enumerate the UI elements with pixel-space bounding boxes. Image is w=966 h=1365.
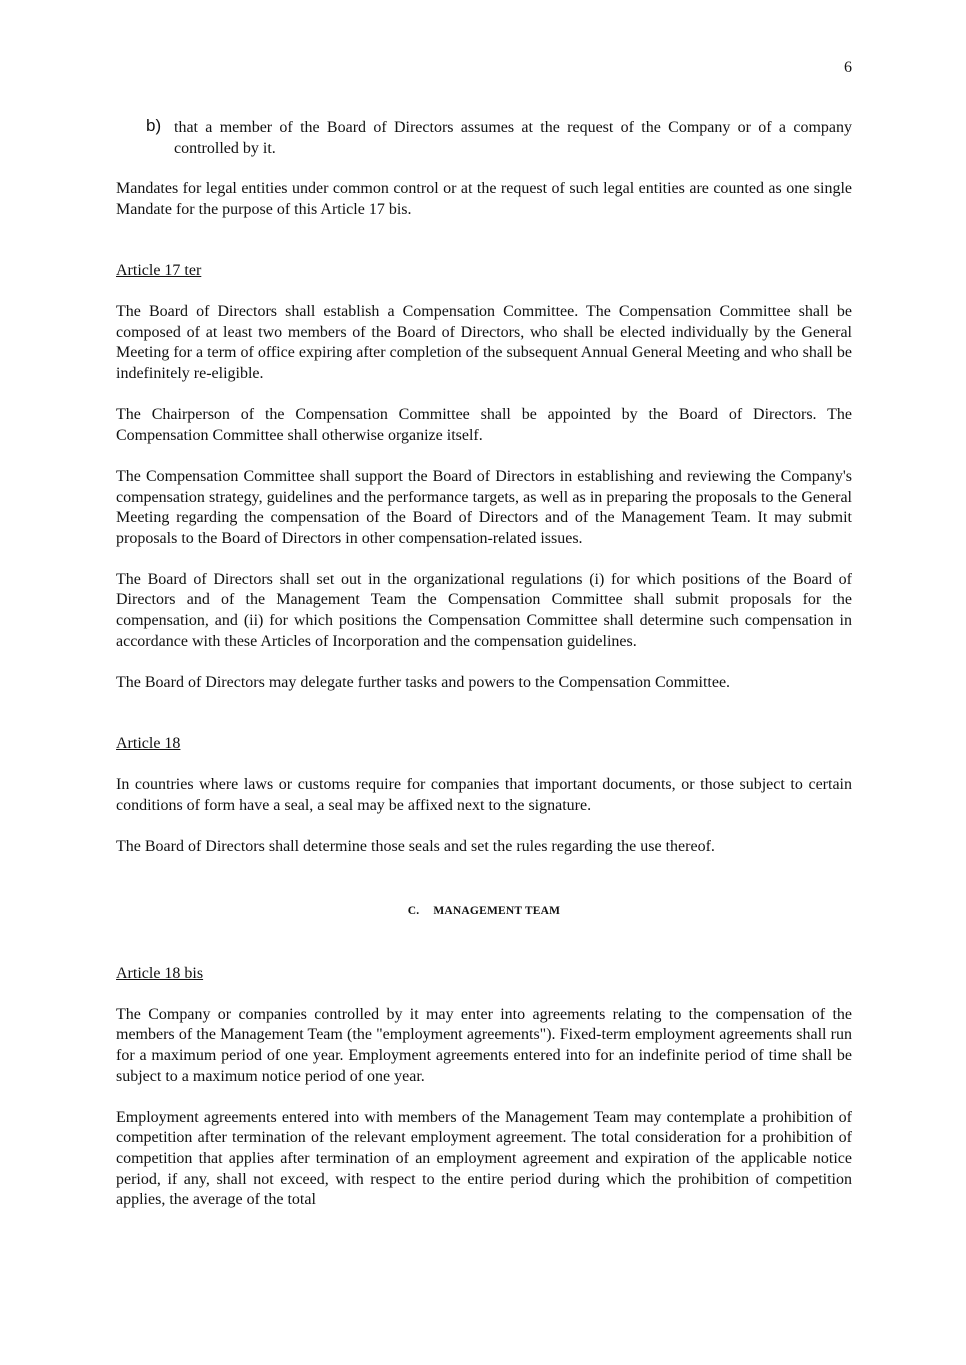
document-body xyxy=(116,118,852,1231)
list-item-text: that a member of the Board of Directors assumes at the request of the Company or of a company controlled by it. xyxy=(174,119,852,157)
article-17-ter-paragraph-2: The Chairperson of the Compensation Committee shall be appointed by the Board of Directors. The Compensation Committee shall otherwise organize itself. xyxy=(116,406,852,444)
list-marker: b) xyxy=(146,116,162,135)
section-c-heading xyxy=(116,904,852,918)
article-17-ter-paragraph-1: The Board of Directors shall establish a Compensation Committee. The Compensation Committee shall be composed of at least two members of the Board of Directors, who shall be elected individually by the General Meeting for a term of office expiring after completion of the subsequent Annual General Meeting and who shall be indefinitely re-eligible. xyxy=(116,303,852,382)
page-number: 6 xyxy=(844,59,852,76)
article-17-ter-paragraph-3: The Compensation Committee shall support the Board of Directors in establishing and reviewing the Company's compensation strategy, guidelines and the performance targets, as well as in preparing the proposals to the General Meeting regarding the compensation of the Board of Directors and of the Management Team. It may submit proposals to the Board of Directors in other compensation-related issues. xyxy=(116,467,852,547)
section-letter: C. xyxy=(407,904,420,917)
list-item-b xyxy=(146,118,852,159)
article-18-paragraph-1: In countries where laws or customs require for companies that important documents, or those subject to certain conditions of form have a seal, a seal may be affixed next to the signature. xyxy=(116,776,852,814)
article-18-heading: Article 18 xyxy=(116,735,181,753)
article-17-ter-paragraph-5: The Board of Directors may delegate further tasks and powers to the Compensation Committee. xyxy=(116,673,731,691)
section-title: MANAGEMENT TEAM xyxy=(433,904,561,917)
article-18-bis-paragraph-2: Employment agreements entered into with members of the Management Team may contemplate a prohibition of competition after termination of the relevant employment agreement. The total consideration for a prohibition of competition that applies after termination of an employment agreement and expiration of the applicable notice period, if any, shall not exceed, with respect to the entire period during which the prohibition of competition applies, the average of the total xyxy=(116,1108,852,1209)
article-18-bis-heading: Article 18 bis xyxy=(116,964,204,982)
article-18-paragraph-2: The Board of Directors shall determine those seals and set the rules regarding the use thereof. xyxy=(116,838,715,855)
spacer xyxy=(116,241,852,261)
article-17-ter-paragraph-4: The Board of Directors shall set out in the organizational regulations (i) for which positions of the Board of Directors and of the Management Team the Compensation Committee shall submit proposals for the compensation, and (ii) for which positions the Compensation Committee shall determine such compensation in accordance with these Articles of Incorporation and the compensation guidelines. xyxy=(116,570,852,650)
article-17-ter-heading: Article 17 ter xyxy=(116,261,202,279)
article-18-bis-paragraph-1: The Company or companies controlled by it may enter into agreements relating to the compensation of the members of the Management Team (the "employment agreements"). Fixed-term employment agreements shall run for a maximum period of one year. Employment agreements entered into for an indefinite period of time shall be subject to a maximum notice period of one year. xyxy=(116,1005,852,1085)
mandates-paragraph: Mandates for legal entities under common control or at the request of such legal entities are counted as one single Mandate for the purpose of this Article 17 bis. xyxy=(116,180,852,218)
spacer xyxy=(116,714,852,734)
